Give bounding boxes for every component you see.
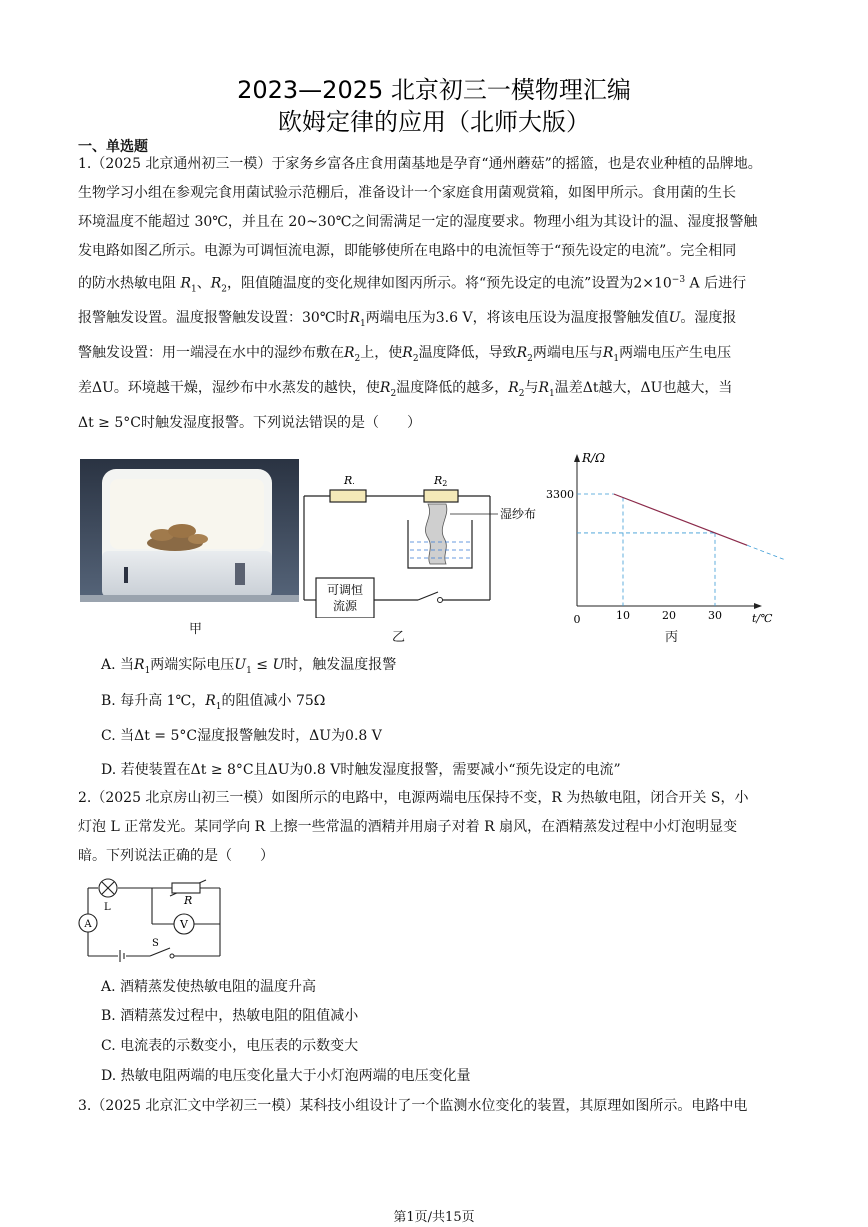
figure-label-jia: 甲 bbox=[189, 622, 203, 637]
graph-x-tick-30: 30 bbox=[708, 609, 722, 622]
mushroom-box-photo bbox=[80, 459, 299, 602]
graph-x-label: t/℃ bbox=[752, 612, 773, 625]
resistance-temperature-graph bbox=[540, 448, 790, 628]
graph-line bbox=[614, 494, 747, 545]
r2-label: R2 bbox=[434, 474, 448, 488]
figure-label-bing: 丙 bbox=[665, 630, 679, 645]
graph-y-label: R/Ω bbox=[582, 451, 606, 465]
figure-label-yi: 乙 bbox=[392, 630, 406, 645]
switch-label: S bbox=[152, 938, 159, 949]
q2-option-c[interactable]: C. 电流表的示数变小，电压表的示数变大 bbox=[101, 1038, 359, 1054]
graph-x-tick-20: 20 bbox=[662, 609, 676, 622]
lamp-label: L bbox=[104, 902, 111, 913]
page-footer: 第1页/共15页 bbox=[393, 1210, 475, 1225]
section-heading: 一、单选题 bbox=[78, 139, 148, 155]
q1-option-c[interactable]: C. 当Δt = 5°C湿度报警触发时，ΔU为0.8 V bbox=[101, 728, 382, 744]
gauze-label: 湿纱布 bbox=[500, 507, 537, 521]
circuit-diagram-q2 bbox=[76, 876, 228, 962]
source-label-line1: 可调恒 bbox=[326, 583, 364, 597]
question-2-text: 2.（2025 北京房山初三一模）如图所示的电路中，电源两端电压保持不变，R 为热敏电阻，闭合开关 S，小 灯泡 L 正常发光。某同学向 R 上擦一些常温的酒精并用扇子对着 R 扇风，在酒精蒸发过程中小灯泡明显变 暗。下列说法正确的是（ ） bbox=[78, 790, 749, 864]
q2-option-b[interactable]: B. 酒精蒸发过程中，热敏电阻的阻值减小 bbox=[101, 1008, 359, 1024]
q1-option-a[interactable]: A. 当$R_1$两端实际电压$U_1 \le U$时，触发温度报警 bbox=[101, 657, 397, 676]
document-title-line2: 欧姆定律的应用（北师大版） bbox=[278, 108, 590, 136]
ammeter-label: A bbox=[84, 919, 92, 930]
graph-y-tick: 3300 bbox=[546, 488, 574, 501]
question-1-text: 1.（2025 北京通州初三一模）于家务乡富各庄食用菌基地是孕育“通州蘑菇”的摇篮，也是农业种植的品牌地。 生物学习小组在参观完食用菌试验示范棚后，准备设计一个家庭食用菌观赏箱，如图甲所示。食用菌的生长 环境温度不能超过 30℃，并且在 20~30℃之间需满足一定的湿度要求。物理小组为其设计的温、湿度报警触 发电路如图乙所示。电源为可调恒流电源，即能够使所在电路中的电流恒等于“预先设定的电流”。完全相同 的防水热敏电阻 $R_1$、$R_2$，阻值随温度的变化规律如图丙所示。将“预先设定的电流”设置为$2\times 10^{-3}$ A 后进行 报警触发设置。温度报警触发设置：30℃时$R_1$两端电压为3.6 V，将该电压设为温度报警触发值U。湿度报 警触发设置：用一端浸在水中的湿纱布敷在$R_2$上，使$R_2$温度降低，导致$R_2$两端电压与$R_1$两端电压产生电压 差ΔU。环境越干燥，湿纱布中水蒸发的越快，使$R_2$温度降低的越多，$R_2$与$R_1$温差Δt越大，ΔU也越大，当 Δt ≥ 5°C时触发湿度报警。下列说法错误的是（ ） bbox=[78, 156, 762, 431]
q1-option-d[interactable]: D. 若使装置在Δt ≥ 8°C且ΔU为0.8 V时触发湿度报警，需要减小“预先设定的电流” bbox=[101, 762, 621, 778]
q1-option-b[interactable]: B. 每升高 1℃，$R_1$的阻值减小 75Ω bbox=[101, 693, 326, 712]
graph-x-tick-0: 0 bbox=[573, 613, 581, 626]
r1-label: R. bbox=[344, 474, 355, 487]
question-3-text: 3.（2025 北京汇文中学初三一模）某科技小组设计了一个监测水位变化的装置，其原理如图所示。电路中电 bbox=[78, 1098, 748, 1114]
graph-line-extension bbox=[747, 545, 784, 559]
q2-option-d[interactable]: D. 热敏电阻两端的电压变化量大于小灯泡两端的电压变化量 bbox=[101, 1068, 471, 1084]
thermistor-label: R bbox=[184, 894, 193, 907]
document-title-line1: 2023—2025 北京初三一模物理汇编 bbox=[237, 76, 631, 104]
q2-option-a[interactable]: A. 酒精蒸发使热敏电阻的温度升高 bbox=[101, 979, 317, 995]
graph-x-tick-10: 10 bbox=[616, 609, 630, 622]
voltmeter-label: V bbox=[180, 918, 188, 931]
source-label-line2: 流源 bbox=[332, 599, 358, 613]
circuit-diagram-yi bbox=[300, 468, 560, 618]
